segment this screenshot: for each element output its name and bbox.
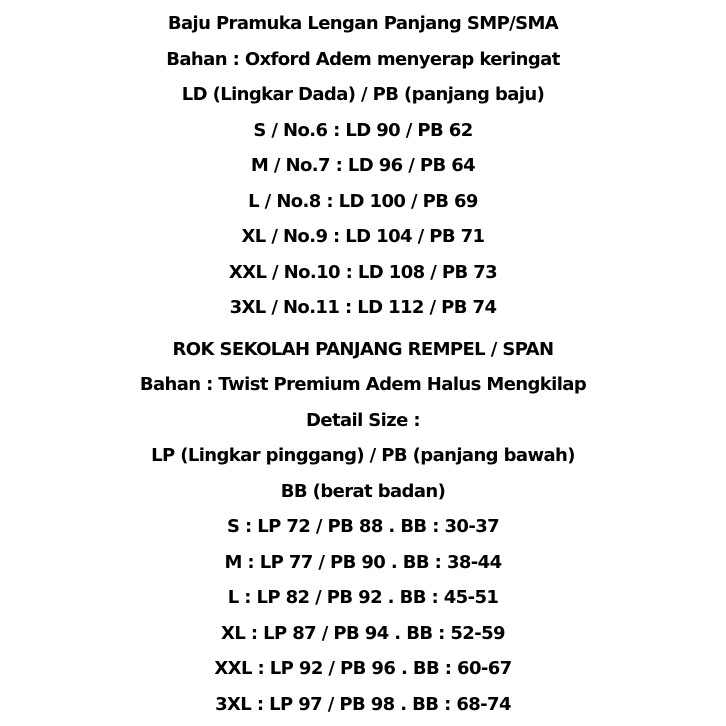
baju-size-3xl: 3XL / No.11 : LD 112 / PB 74 — [229, 297, 497, 318]
rok-material: Bahan : Twist Premium Adem Halus Mengkilap — [139, 374, 587, 395]
baju-title: Baju Pramuka Lengan Panjang SMP/SMA — [167, 13, 559, 34]
rok-title: ROK SEKOLAH PANJANG REMPEL / SPAN — [172, 338, 554, 360]
rok-size-s: S : LP 72 / PB 88 . BB : 30-37 — [226, 516, 500, 537]
rok-sekolah-section — [0, 332, 726, 723]
baju-size-xxl: XXL / No.10 : LD 108 / PB 73 — [228, 261, 498, 283]
rok-measure-legend: LP (Lingkar pinggang) / PB (panjang bawah) — [151, 445, 575, 466]
baju-size-m: M / No.7 : LD 96 / PB 64 — [250, 155, 476, 176]
baju-size-xl: XL / No.9 : LD 104 / PB 71 — [241, 226, 485, 247]
rok-detail-size-heading: Detail Size : — [306, 409, 420, 431]
baju-size-s: S / No.6 : LD 90 / PB 62 — [253, 119, 473, 141]
size-chart-document — [0, 6, 726, 722]
baju-material: Bahan : Oxford Adem menyerap keringat — [166, 48, 560, 70]
baju-size-l: L / No.8 : LD 100 / PB 69 — [248, 190, 478, 212]
rok-size-l: L : LP 82 / PB 92 . BB : 45-51 — [227, 587, 499, 608]
rok-weight-legend: BB (berat badan) — [280, 480, 446, 502]
rok-size-xl: XL : LP 87 / PB 94 . BB : 52-59 — [221, 622, 505, 644]
rok-size-3xl: 3XL : LP 97 / PB 98 . BB : 68-74 — [215, 693, 511, 715]
rok-size-m: M : LP 77 / PB 90 . BB : 38-44 — [224, 551, 502, 573]
baju-measure-legend: LD (Lingkar Dada) / PB (panjang baju) — [181, 84, 545, 105]
rok-size-xxl: XXL : LP 92 / PB 96 . BB : 60-67 — [214, 658, 512, 679]
baju-pramuka-section — [0, 6, 726, 326]
